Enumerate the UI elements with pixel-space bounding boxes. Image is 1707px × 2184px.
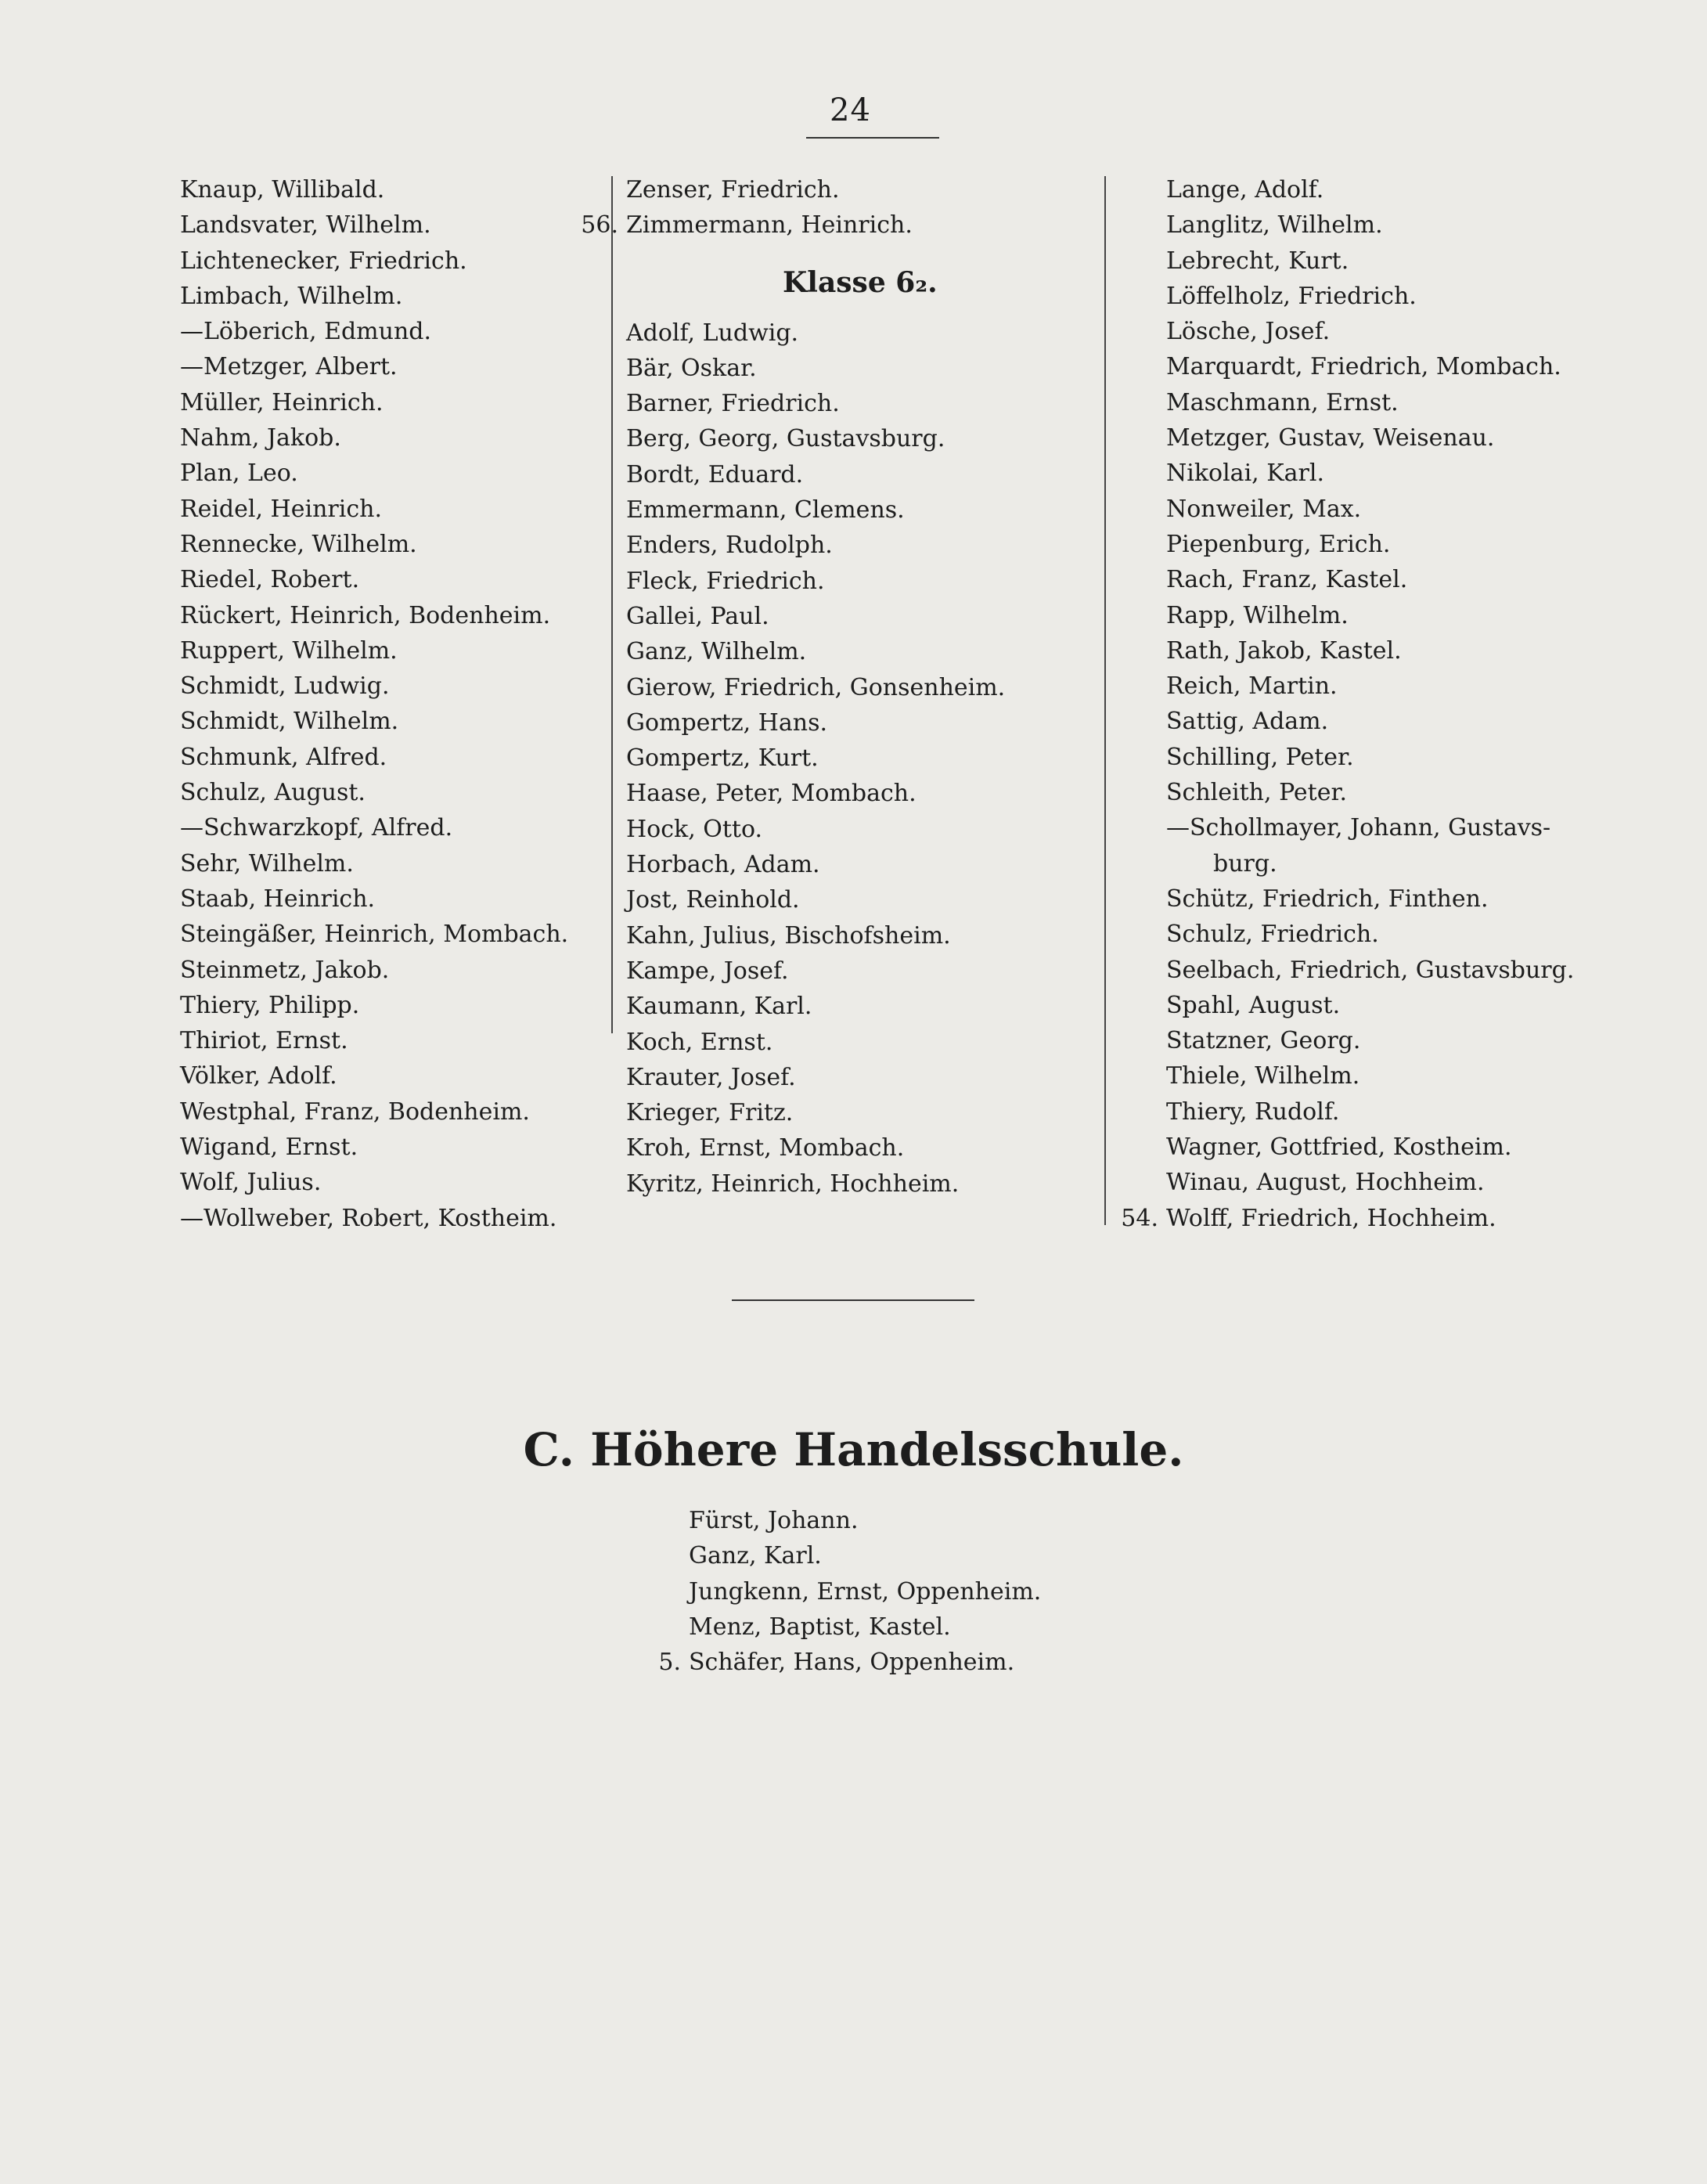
list-entry — [1166, 385, 1574, 420]
entry-name: Kroh, Ernst, Mombach. — [626, 1134, 905, 1162]
list-entry — [1166, 1023, 1574, 1058]
entry-name: Wolff, Friedrich, Hochheim. — [1166, 1204, 1496, 1232]
list-entry — [1166, 562, 1574, 597]
entry-name: Nonweiler, Max. — [1166, 495, 1362, 523]
entry-name: Müller, Heinrich. — [180, 388, 384, 416]
column-divider-left — [611, 176, 613, 1033]
entry-name: Schäfer, Hans, Oppenheim. — [689, 1649, 1015, 1677]
entry-name: Gompertz, Hans. — [626, 708, 828, 737]
entry-name: Zimmermann, Heinrich. — [626, 211, 913, 240]
entry-name: Rückert, Heinrich, Bodenheim. — [180, 601, 551, 629]
entry-name: Völker, Adolf. — [180, 1062, 337, 1090]
entry-name: Wolf, Julius. — [180, 1169, 322, 1197]
entry-name: Krieger, Fritz. — [626, 1099, 794, 1127]
list-entry — [180, 456, 568, 491]
entry-name: Kahn, Julius, Bischofsheim. — [626, 921, 951, 950]
list-entry — [1166, 633, 1574, 669]
entry-name: Spahl, August. — [1166, 991, 1341, 1019]
entry-name: Lange, Adolf. — [1166, 176, 1324, 204]
column-2 — [581, 172, 1006, 1202]
list-entry — [1166, 420, 1574, 456]
list-entry — [1166, 492, 1574, 527]
list-entry — [626, 847, 1005, 882]
list-entry — [180, 810, 568, 845]
list-entry — [1166, 775, 1574, 810]
entry-name: Gallei, Paul. — [626, 602, 769, 630]
list-entry — [626, 1095, 1005, 1130]
list-entry — [1166, 1094, 1574, 1130]
entry-name: —Wollweber, Robert, Kostheim. — [180, 1204, 557, 1232]
entry-name: Reidel, Heinrich. — [180, 495, 382, 523]
list-entry — [180, 775, 568, 810]
entry-name: Haase, Peter, Mombach. — [626, 780, 917, 808]
list-entry — [180, 740, 568, 775]
list-entry — [626, 1130, 1005, 1166]
list-entry — [626, 1060, 1005, 1095]
entry-name: Knaup, Willibald. — [180, 176, 385, 204]
entry-name: Bär, Oskar. — [626, 354, 757, 382]
list-entry — [626, 386, 1005, 421]
section-c-list — [658, 1503, 1042, 1680]
entry-name: Schleith, Peter. — [1166, 779, 1348, 807]
entry-name: Schmidt, Wilhelm. — [180, 708, 399, 736]
list-entry — [1166, 598, 1574, 633]
entry-name: Jost, Reinhold. — [626, 886, 800, 914]
list-entry — [626, 421, 1005, 456]
list-entry — [626, 882, 1005, 917]
entry-name: Schmunk, Alfred. — [180, 743, 387, 771]
page-number-rule — [806, 137, 939, 139]
list-entry — [626, 812, 1005, 847]
list-entry — [180, 846, 568, 881]
list-entry — [1166, 207, 1574, 243]
list-entry — [1166, 314, 1574, 349]
list-entry — [180, 207, 568, 243]
list-entry — [626, 457, 1005, 492]
list-entry — [180, 669, 568, 704]
entry-name: Rapp, Wilhelm. — [1166, 601, 1349, 629]
entry-name: Staab, Heinrich. — [180, 885, 376, 913]
entry-name: Wagner, Gottfried, Kostheim. — [1166, 1133, 1512, 1162]
list-entry — [180, 385, 568, 420]
page-number: 24 — [830, 92, 871, 128]
list-entry — [626, 741, 1005, 776]
list-entry — [626, 953, 1005, 989]
entry-name: Fleck, Friedrich. — [626, 567, 825, 595]
list-entry — [1166, 953, 1574, 988]
entry-name: Barner, Friedrich. — [626, 390, 840, 418]
entry-name: Gompertz, Kurt. — [626, 744, 819, 773]
entry-name: Sehr, Wilhelm. — [180, 849, 354, 878]
list-entry — [180, 1094, 568, 1130]
entry-name: Ruppert, Wilhelm. — [180, 636, 398, 665]
entry-name: Sattig, Adam. — [1166, 708, 1329, 736]
list-entry — [626, 670, 1005, 705]
list-entry — [1166, 243, 1574, 279]
list-entry — [180, 988, 568, 1023]
list-entry — [626, 528, 1005, 563]
list-entry — [689, 1609, 1041, 1645]
list-entry — [689, 1538, 1041, 1573]
entry-name: —Metzger, Albert. — [180, 353, 398, 381]
entry-name: Piepenburg, Erich. — [1166, 530, 1391, 558]
list-entry — [180, 314, 568, 349]
list-entry — [626, 1166, 1005, 1202]
entry-name: Berg, Georg, Gustavsburg. — [626, 425, 945, 453]
entry-name: Thiriot, Ernst. — [180, 1027, 348, 1055]
list-entry — [626, 989, 1005, 1024]
entry-name: Metzger, Gustav, Weisenau. — [1166, 424, 1495, 452]
column-1 — [180, 172, 568, 1236]
list-entry — [1166, 172, 1574, 207]
entry-name: Marquardt, Friedrich, Mombach. — [1166, 353, 1561, 381]
entry-name: Ganz, Karl. — [689, 1542, 822, 1570]
entry-name: Bordt, Eduard. — [626, 460, 804, 488]
entry-name: Schilling, Peter. — [1166, 743, 1354, 771]
list-entry — [1166, 881, 1574, 917]
list-entry — [1166, 917, 1574, 952]
column-3 — [1121, 172, 1575, 1236]
entry-name: Plan, Leo. — [180, 460, 298, 488]
entry-name: Westphal, Franz, Bodenheim. — [180, 1097, 530, 1126]
entry-name: —Schwarzkopf, Alfred. — [180, 814, 453, 842]
entry-name: Kyritz, Heinrich, Hochheim. — [626, 1169, 960, 1198]
entry-name: Lösche, Josef. — [1166, 318, 1331, 346]
list-entry — [626, 599, 1005, 634]
list-entry — [1166, 810, 1574, 845]
list-entry — [1166, 846, 1574, 881]
list-entry — [180, 1058, 568, 1094]
list-entry — [180, 598, 568, 633]
list-entry — [581, 207, 1005, 243]
entry-count: 56. — [581, 211, 618, 240]
list-entry — [1166, 349, 1574, 384]
list-entry — [180, 953, 568, 988]
entry-name: Thiery, Rudolf. — [1166, 1097, 1340, 1126]
entry-name: Horbach, Adam. — [626, 851, 820, 879]
entry-name: —Löberich, Edmund. — [180, 318, 432, 346]
entry-name: Zenser, Friedrich. — [626, 176, 840, 204]
list-entry — [180, 704, 568, 739]
entry-name: Krauter, Josef. — [626, 1063, 796, 1091]
list-entry — [180, 172, 568, 207]
entry-name: Rath, Jakob, Kastel. — [1166, 636, 1402, 665]
entry-name: Schulz, August. — [180, 779, 366, 807]
list-entry — [1166, 1058, 1574, 1094]
list-entry — [1166, 740, 1574, 775]
list-entry — [658, 1645, 1041, 1680]
entry-name: Rennecke, Wilhelm. — [180, 530, 417, 558]
entry-name: Jungkenn, Ernst, Oppenheim. — [689, 1577, 1042, 1606]
list-entry — [180, 420, 568, 456]
list-entry — [1166, 1165, 1574, 1200]
list-entry — [180, 279, 568, 314]
entry-name: Winau, August, Hochheim. — [1166, 1169, 1485, 1197]
list-entry — [1166, 669, 1574, 704]
list-entry — [626, 918, 1005, 953]
list-entry — [180, 243, 568, 279]
entry-name: Kampe, Josef. — [626, 957, 789, 985]
entry-name: Thiery, Philipp. — [180, 991, 360, 1019]
list-entry — [626, 351, 1005, 386]
list-entry — [1166, 704, 1574, 739]
entry-name: Schulz, Friedrich. — [1166, 921, 1379, 949]
entry-name: Maschmann, Ernst. — [1166, 388, 1399, 416]
list-entry — [626, 1025, 1005, 1060]
entry-name: Nahm, Jakob. — [180, 424, 341, 452]
entry-name: Nikolai, Karl. — [1166, 460, 1325, 488]
list-entry — [180, 527, 568, 562]
list-entry — [180, 562, 568, 597]
entry-count: 5. — [658, 1649, 681, 1677]
entry-name: Limbach, Wilhelm. — [180, 282, 403, 310]
entry-name: —Schollmayer, Johann, Gustavs- — [1166, 814, 1551, 842]
entry-name: Gierow, Friedrich, Gonsenheim. — [626, 673, 1006, 701]
entry-count: 54. — [1121, 1204, 1158, 1232]
entry-name: Wigand, Ernst. — [180, 1133, 358, 1162]
list-entry — [689, 1503, 1041, 1538]
list-entry — [180, 1023, 568, 1058]
list-entry — [1166, 279, 1574, 314]
list-entry — [626, 315, 1005, 351]
entry-name: Koch, Ernst. — [626, 1028, 773, 1056]
entry-name: Landsvater, Wilhelm. — [180, 211, 431, 240]
entry-name: Enders, Rudolph. — [626, 532, 833, 560]
entry-name: Rach, Franz, Kastel. — [1166, 566, 1408, 594]
entry-name: burg. — [1213, 849, 1277, 878]
class-heading: Klasse 6₂. — [783, 265, 938, 299]
entry-name: Adolf, Ludwig. — [626, 319, 799, 347]
list-entry — [180, 1201, 568, 1236]
list-entry — [180, 492, 568, 527]
entry-name: Statzner, Georg. — [1166, 1027, 1361, 1055]
list-entry — [626, 776, 1005, 811]
list-entry — [180, 1130, 568, 1165]
entry-name: Kaumann, Karl. — [626, 993, 812, 1021]
list-entry — [180, 917, 568, 952]
list-entry — [180, 1165, 568, 1200]
list-entry — [626, 564, 1005, 599]
entry-name: Emmermann, Clemens. — [626, 496, 905, 524]
entry-name: Ganz, Wilhelm. — [626, 638, 807, 666]
entry-name: Steingäßer, Heinrich, Mombach. — [180, 921, 569, 949]
entry-name: Langlitz, Wilhelm. — [1166, 211, 1383, 240]
entry-name: Seelbach, Friedrich, Gustavsburg. — [1166, 956, 1575, 984]
entry-name: Schütz, Friedrich, Finthen. — [1166, 885, 1489, 913]
list-entry — [626, 634, 1005, 669]
entry-name: Reich, Martin. — [1166, 672, 1338, 701]
list-entry — [180, 633, 568, 669]
section-separator-rule — [732, 1299, 974, 1301]
list-entry — [180, 881, 568, 917]
list-entry — [626, 492, 1005, 528]
list-entry — [180, 349, 568, 384]
entry-name: Riedel, Robert. — [180, 566, 360, 594]
entry-name: Schmidt, Ludwig. — [180, 672, 390, 701]
list-entry — [1166, 1130, 1574, 1165]
entry-name: Thiele, Wilhelm. — [1166, 1062, 1360, 1090]
entry-name: Steinmetz, Jakob. — [180, 956, 390, 984]
list-entry — [1121, 1201, 1574, 1236]
list-entry — [626, 705, 1005, 741]
entry-name: Lebrecht, Kurt. — [1166, 247, 1349, 275]
entry-name: Löffelholz, Friedrich. — [1166, 282, 1417, 310]
entry-name: Lichtenecker, Friedrich. — [180, 247, 467, 275]
list-entry — [1166, 456, 1574, 491]
column-divider-right — [1104, 176, 1106, 1225]
entry-name: Menz, Baptist, Kastel. — [689, 1613, 951, 1641]
list-entry — [689, 1574, 1041, 1609]
entry-name: Hock, Otto. — [626, 815, 763, 843]
entry-name: Fürst, Johann. — [689, 1507, 859, 1534]
list-entry — [1166, 988, 1574, 1023]
list-entry — [626, 172, 1005, 207]
list-entry — [1166, 527, 1574, 562]
section-title: C. Höhere Handelsschule. — [523, 1423, 1184, 1476]
